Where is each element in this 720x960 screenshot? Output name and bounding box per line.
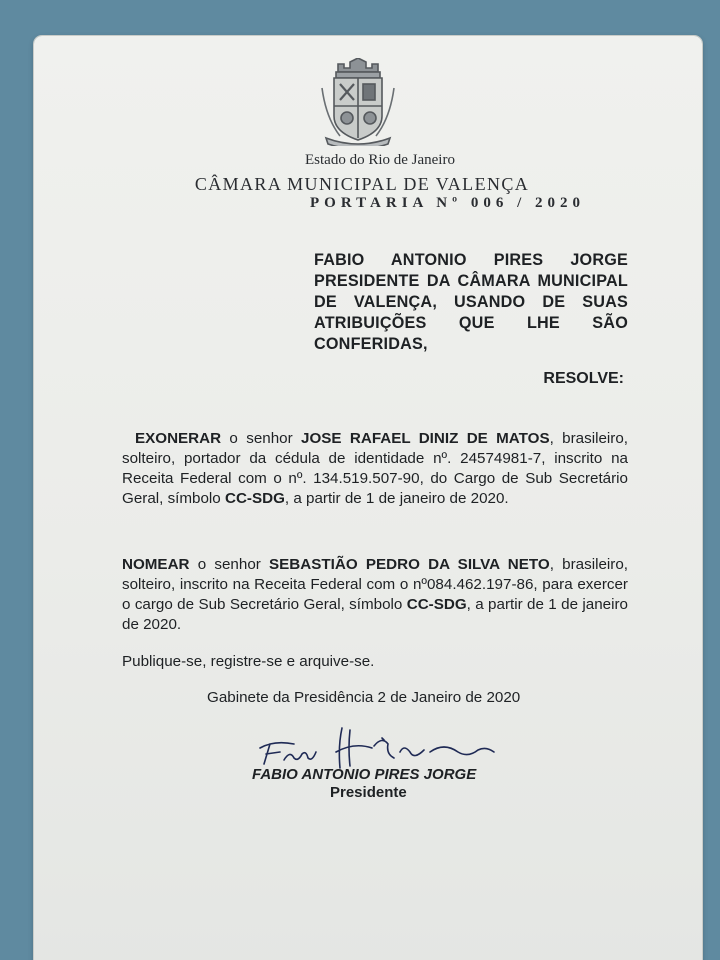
place-and-date: Gabinete da Presidência 2 de Janeiro de 2020 [207,689,521,706]
portaria-number: PORTARIA Nº 006 / 2020 [310,195,585,211]
exonerar-symbol: CC-SDG [224,490,285,507]
nomear-verb: NOMEAR [122,556,190,573]
municipal-coat-of-arms-seal [320,58,396,146]
handwritten-signature [254,722,504,772]
signer-role: Presidente [330,784,407,801]
preamble-text: FABIO ANTONIO PIRES JORGE PRESIDENTE DA CÂMARA MUNICIPAL DE VALENÇA, USANDO DE SUAS ATRIBUIÇÕES QUE LHE SÃO CONFERIDAS, [314,251,628,353]
resolve-heading: RESOLVE: [543,370,624,387]
exonerar-paragraph [122,429,628,509]
nomear-symbol: CC-SDG [406,596,467,613]
nomear-text-3: , a partir de 1 de janeiro de 2020. [122,596,628,633]
exonerar-text-1: o senhor [221,430,302,447]
nomear-person-name: SEBASTIÃO PEDRO DA SILVA NETO [269,556,550,573]
nomear-paragraph [122,555,628,635]
nomear-text-2: , brasileiro, solteiro, inscrito na Receita Federal com o nº084.462.197-86, para exercer o cargo de Sub Secretário Geral, símbolo [122,556,629,613]
signer-name: FABIO ANTONIO PIRES JORGE [252,766,477,783]
exonerar-text-3: , a partir de 1 de janeiro de 2020. [284,490,509,507]
exonerar-verb: EXONERAR [135,430,222,447]
exonerar-text-2: , brasileiro, solteiro, portador da cédula de identidade nº. 24574981-7, inscrito na Receita Federal com o nº. 134.519.507-90, do Cargo de Sub Secretário Geral, símbolo [122,430,628,507]
nomear-text-1: o senhor [189,556,270,573]
publish-line: Publique-se, registre-se e arquive-se. [122,653,375,670]
state-name: Estado do Rio de Janeiro [305,152,455,168]
exonerar-person-name: JOSE RAFAEL DINIZ DE MATOS [301,430,550,447]
chamber-name: CÂMARA MUNICIPAL DE VALENÇA [194,174,530,194]
